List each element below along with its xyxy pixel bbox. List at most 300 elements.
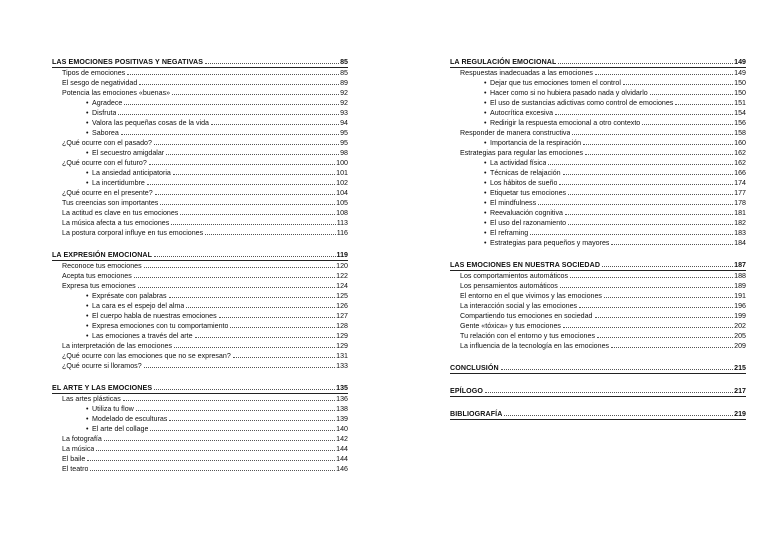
toc-entry-que-ocurre-si-lloramos[interactable] bbox=[52, 361, 348, 371]
toc-page-number: 205 bbox=[734, 332, 746, 340]
bullet-icon: • bbox=[86, 312, 89, 320]
toc-heading-label: LA EXPRESIÓN EMOCIONAL bbox=[52, 251, 153, 259]
dot-leader bbox=[572, 134, 733, 135]
dot-leader bbox=[211, 124, 339, 125]
dot-leader bbox=[558, 63, 733, 64]
bullet-icon: • bbox=[484, 79, 487, 87]
toc-page-number: 142 bbox=[336, 435, 348, 443]
toc-entry-que-ocurre-con-el-pasado[interactable] bbox=[52, 138, 348, 148]
dot-leader bbox=[219, 317, 336, 318]
toc-entry-label: Reconoce tus emociones bbox=[62, 262, 142, 270]
dot-leader bbox=[171, 224, 335, 225]
toc-entry-label: Gente «tóxica» y tus emociones bbox=[460, 322, 561, 330]
dot-leader bbox=[123, 400, 335, 401]
toc-entry-utiliza-tu-flow[interactable] bbox=[52, 404, 348, 414]
dot-leader bbox=[485, 392, 733, 393]
dot-leader bbox=[155, 194, 335, 195]
bullet-icon: • bbox=[484, 159, 487, 167]
toc-entry-label: Disfruta bbox=[92, 109, 117, 117]
toc-section-la-expresion-emocional bbox=[52, 250, 348, 371]
toc-heading-label: LAS EMOCIONES EN NUESTRA SOCIEDAD bbox=[450, 261, 601, 269]
toc-entry-label: La música afecta a tus emociones bbox=[62, 219, 170, 227]
toc-heading-conclusion[interactable] bbox=[450, 363, 746, 373]
toc-page-number: 144 bbox=[336, 455, 348, 463]
dot-leader bbox=[565, 214, 733, 215]
dot-leader bbox=[90, 470, 335, 471]
toc-entry-label: ¿Qué ocurre si lloramos? bbox=[62, 362, 142, 370]
toc-entry-label: Exprésate con palabras bbox=[92, 292, 167, 300]
bullet-icon: • bbox=[86, 179, 89, 187]
toc-entry-el-secuestro-amigdalar[interactable] bbox=[52, 148, 348, 158]
toc-entry-label: Compartiendo tus emociones en sociedad bbox=[460, 312, 593, 320]
toc-heading-la-regulacion-emocional[interactable] bbox=[450, 57, 746, 67]
toc-page-number: 183 bbox=[734, 229, 746, 237]
toc-page-number: 160 bbox=[734, 139, 746, 147]
dot-leader bbox=[96, 450, 335, 451]
toc-entry-las-emociones-a-traves-del-arte[interactable] bbox=[52, 331, 348, 341]
bullet-icon: • bbox=[86, 425, 89, 433]
dot-leader bbox=[650, 94, 733, 95]
toc-page-number: 136 bbox=[336, 395, 348, 403]
heading-underline bbox=[450, 419, 746, 420]
toc-heading-label: EPÍLOGO bbox=[450, 387, 484, 395]
toc-entry-el-mindfulness[interactable] bbox=[450, 198, 746, 208]
toc-entry-label: Responder de manera constructiva bbox=[460, 129, 571, 137]
toc-page-number: 215 bbox=[734, 364, 746, 372]
dot-leader bbox=[230, 327, 335, 328]
toc-page-number: 178 bbox=[734, 199, 746, 207]
toc-entry-el-uso-de-sustancias-adictivas-como-cont[interactable] bbox=[450, 98, 746, 108]
bullet-icon: • bbox=[484, 179, 487, 187]
toc-entry-label: Los pensamientos automáticos bbox=[460, 282, 558, 290]
toc-heading-la-expresion-emocional[interactable] bbox=[52, 250, 348, 260]
toc-entry-importancia-de-la-respiracion[interactable] bbox=[450, 138, 746, 148]
toc-section-epilogo bbox=[450, 386, 746, 397]
bullet-icon: • bbox=[86, 129, 89, 137]
toc-page-number: 177 bbox=[734, 189, 746, 197]
toc-entry-label: Modelado de esculturas bbox=[92, 415, 168, 423]
toc-section-conclusion bbox=[450, 363, 746, 374]
toc-page-number: 108 bbox=[336, 209, 348, 217]
toc-entry-que-ocurre-con-el-futuro[interactable] bbox=[52, 158, 348, 168]
dot-leader bbox=[147, 184, 335, 185]
bullet-icon: • bbox=[484, 139, 487, 147]
toc-entry-el-sesgo-de-negatividad[interactable] bbox=[52, 78, 348, 88]
toc-entry-label: El uso de sustancias adictivas como control de emociones bbox=[490, 99, 674, 107]
toc-page-number: 162 bbox=[734, 159, 746, 167]
toc-entry-label: ¿Qué ocurre con las emociones que no se expresan? bbox=[62, 352, 231, 360]
toc-entry-label: El entorno en el que vivimos y las emociones bbox=[460, 292, 602, 300]
toc-entry-la-actividad-fisica[interactable] bbox=[450, 158, 746, 168]
toc-entry-la-interaccion-social-y-las-emociones[interactable] bbox=[450, 301, 746, 311]
toc-page-number: 100 bbox=[336, 159, 348, 167]
dot-leader bbox=[136, 410, 335, 411]
toc-entry-label: La incertidumbre bbox=[92, 179, 145, 187]
toc-page-number: 122 bbox=[336, 272, 348, 280]
heading-underline bbox=[450, 373, 746, 374]
toc-page-number: 156 bbox=[734, 119, 746, 127]
toc-entry-la-incertidumbre[interactable] bbox=[52, 178, 348, 188]
toc-page-number: 120 bbox=[336, 262, 348, 270]
toc-entry-reconoce-tus-emociones[interactable] bbox=[52, 261, 348, 271]
bullet-icon: • bbox=[484, 109, 487, 117]
toc-page-number: 146 bbox=[336, 465, 348, 473]
bullet-icon: • bbox=[86, 292, 89, 300]
bullet-icon: • bbox=[484, 189, 487, 197]
toc-entry-expresate-con-palabras[interactable] bbox=[52, 291, 348, 301]
dot-leader bbox=[530, 234, 733, 235]
toc-entry-la-influencia-de-la-tecnologia-en-las-em[interactable] bbox=[450, 341, 746, 351]
toc-page-number: 104 bbox=[336, 189, 348, 197]
toc-page-number: 166 bbox=[734, 169, 746, 177]
bullet-icon: • bbox=[484, 119, 487, 127]
toc-page-number: 124 bbox=[336, 282, 348, 290]
toc-entry-tus-creencias-son-importantes[interactable] bbox=[52, 198, 348, 208]
toc-page-number: 105 bbox=[336, 199, 348, 207]
toc-entry-label: ¿Qué ocurre con el pasado? bbox=[62, 139, 152, 147]
dot-leader bbox=[538, 204, 733, 205]
toc-page-number: 95 bbox=[340, 139, 348, 147]
toc-entry-la-fotografia[interactable] bbox=[52, 434, 348, 444]
toc-heading-label: CONCLUSIÓN bbox=[450, 364, 499, 372]
toc-entry-la-ansiedad-anticipatoria[interactable] bbox=[52, 168, 348, 178]
dot-leader bbox=[585, 154, 733, 155]
toc-entry-valora-las-pequenas-cosas-de-la-vida[interactable] bbox=[52, 118, 348, 128]
toc-entry-label: Tus creencias son importantes bbox=[62, 199, 159, 207]
toc-entry-label: El teatro bbox=[62, 465, 89, 473]
toc-page-number: 150 bbox=[734, 79, 746, 87]
toc-entry-respuestas-inadecuadas-a-las-emociones[interactable] bbox=[450, 68, 746, 78]
toc-entry-que-ocurre-con-las-emociones-que-no-se-e[interactable] bbox=[52, 351, 348, 361]
dot-leader bbox=[139, 84, 339, 85]
toc-entry-expresa-emociones-con-tu-comportamiento[interactable] bbox=[52, 321, 348, 331]
toc-page-number: 102 bbox=[336, 179, 348, 187]
dot-leader bbox=[121, 134, 339, 135]
bullet-icon: • bbox=[484, 99, 487, 107]
toc-entry-label: ¿Qué ocurre con el futuro? bbox=[62, 159, 147, 167]
dot-leader bbox=[160, 204, 335, 205]
dot-leader bbox=[195, 337, 336, 338]
toc-entry-saborea[interactable] bbox=[52, 128, 348, 138]
toc-page-number: 139 bbox=[336, 415, 348, 423]
toc-section-el-arte-y-las-emociones bbox=[52, 383, 348, 474]
toc-entry-label: El baile bbox=[62, 455, 86, 463]
toc-page-number: 191 bbox=[734, 292, 746, 300]
toc-entry-tu-relacion-con-el-entorno-y-tus-emocion[interactable] bbox=[450, 331, 746, 341]
toc-page-number: 131 bbox=[336, 352, 348, 360]
toc-page-number: 85 bbox=[340, 69, 348, 77]
toc-page-number: 98 bbox=[340, 149, 348, 157]
toc-page-number: 209 bbox=[734, 342, 746, 350]
bullet-icon: • bbox=[86, 405, 89, 413]
toc-entry-gente-toxica-y-tus-emociones[interactable] bbox=[450, 321, 746, 331]
toc-entry-los-pensamientos-automaticos[interactable] bbox=[450, 281, 746, 291]
dot-leader bbox=[205, 234, 336, 235]
toc-heading-label: EL ARTE Y LAS EMOCIONES bbox=[52, 384, 153, 392]
toc-entry-label: La actitud es clave en tus emociones bbox=[62, 209, 179, 217]
toc-page-number: 129 bbox=[336, 332, 348, 340]
toc-entry-label: Importancia de la respiración bbox=[490, 139, 582, 147]
toc-entry-label: Expresa tus emociones bbox=[62, 282, 136, 290]
toc-entry-agradece[interactable] bbox=[52, 98, 348, 108]
bullet-icon: • bbox=[86, 302, 89, 310]
toc-entry-tecnicas-de-relajacion[interactable] bbox=[450, 168, 746, 178]
toc-entry-label: El secuestro amigdalar bbox=[92, 149, 165, 157]
bullet-icon: • bbox=[86, 169, 89, 177]
dot-leader bbox=[174, 347, 335, 348]
dot-leader bbox=[138, 287, 335, 288]
toc-page-number: 95 bbox=[340, 129, 348, 137]
toc-entry-label: Potencia las emociones «buenas» bbox=[62, 89, 171, 97]
toc-entry-label: La fotografía bbox=[62, 435, 102, 443]
toc-entry-la-cara-es-el-espejo-del-alma[interactable] bbox=[52, 301, 348, 311]
dot-leader bbox=[501, 369, 733, 370]
toc-page-number: 219 bbox=[734, 410, 746, 418]
toc-page-number: 150 bbox=[734, 89, 746, 97]
toc-heading-epilogo[interactable] bbox=[450, 386, 746, 396]
toc-page-number: 85 bbox=[340, 58, 348, 66]
bullet-icon: • bbox=[484, 169, 487, 177]
toc-entry-etiquetar-tus-emociones[interactable] bbox=[450, 188, 746, 198]
dot-leader bbox=[560, 287, 733, 288]
dot-leader bbox=[124, 104, 339, 105]
dot-leader bbox=[87, 460, 335, 461]
bullet-icon: • bbox=[484, 209, 487, 217]
toc-entry-label: Las emociones a través del arte bbox=[92, 332, 193, 340]
dot-leader bbox=[169, 420, 335, 421]
toc-page-number: 149 bbox=[734, 58, 746, 66]
dot-leader bbox=[595, 74, 733, 75]
dot-leader bbox=[127, 74, 339, 75]
toc-page-number: 125 bbox=[336, 292, 348, 300]
toc-entry-hacer-como-si-no-hubiera-pasado-nada-y-o[interactable] bbox=[450, 88, 746, 98]
toc-entry-las-artes-plasticas[interactable] bbox=[52, 394, 348, 404]
toc-page-number: 189 bbox=[734, 282, 746, 290]
toc-section-la-regulacion-emocional bbox=[450, 57, 746, 248]
toc-entry-label: Las artes plásticas bbox=[62, 395, 121, 403]
toc-entry-que-ocurre-en-el-presente[interactable] bbox=[52, 188, 348, 198]
toc-entry-disfruta[interactable] bbox=[52, 108, 348, 118]
toc-entry-label: El cuerpo habla de nuestras emociones bbox=[92, 312, 217, 320]
toc-heading-label: LAS EMOCIONES POSITIVAS Y NEGATIVAS bbox=[52, 58, 204, 66]
bullet-icon: • bbox=[484, 199, 487, 207]
toc-page-number: 144 bbox=[336, 445, 348, 453]
toc-heading-el-arte-y-las-emociones[interactable] bbox=[52, 383, 348, 393]
toc-entry-redirigir-la-respuesta-emocional-a-otro-[interactable] bbox=[450, 118, 746, 128]
dot-leader bbox=[548, 164, 733, 165]
toc-entry-el-uso-del-razonamiento[interactable] bbox=[450, 218, 746, 228]
bullet-icon: • bbox=[86, 332, 89, 340]
dot-leader bbox=[205, 63, 339, 64]
toc-column-left bbox=[52, 57, 348, 486]
dot-leader bbox=[169, 297, 336, 298]
toc-page-number: 149 bbox=[734, 69, 746, 77]
toc-page-number: 162 bbox=[734, 149, 746, 157]
toc-entry-label: Técnicas de relajación bbox=[490, 169, 561, 177]
toc-entry-label: El uso del razonamiento bbox=[490, 219, 567, 227]
toc-entry-la-actitud-es-clave-en-tus-emociones[interactable] bbox=[52, 208, 348, 218]
toc-entry-label: El sesgo de negatividad bbox=[62, 79, 138, 87]
toc-entry-expresa-tus-emociones[interactable] bbox=[52, 281, 348, 291]
dot-leader bbox=[186, 307, 335, 308]
toc-page-number: 92 bbox=[340, 89, 348, 97]
dot-leader bbox=[675, 104, 733, 105]
toc-entry-label: Reevaluación cognitiva bbox=[490, 209, 563, 217]
toc-page-number: 188 bbox=[734, 272, 746, 280]
toc-entry-compartiendo-tus-emociones-en-sociedad[interactable] bbox=[450, 311, 746, 321]
toc-entry-estrategias-para-pequenos-y-mayores[interactable] bbox=[450, 238, 746, 248]
dot-leader bbox=[604, 297, 733, 298]
toc-entry-tipos-de-emociones[interactable] bbox=[52, 68, 348, 78]
dot-leader bbox=[118, 114, 339, 115]
bullet-icon: • bbox=[484, 89, 487, 97]
toc-entry-label: Dejar que tus emociones tomen el control bbox=[490, 79, 621, 87]
toc-entry-la-postura-corporal-influye-en-tus-emoci[interactable] bbox=[52, 228, 348, 238]
toc-page-number: 187 bbox=[734, 261, 746, 269]
toc-entry-label: El arte del collage bbox=[92, 425, 149, 433]
toc-entry-label: La influencia de la tecnología en las emociones bbox=[460, 342, 610, 350]
toc-entry-modelado-de-esculturas[interactable] bbox=[52, 414, 348, 424]
dot-leader bbox=[563, 327, 733, 328]
toc-entry-label: Expresa emociones con tu comportamiento bbox=[92, 322, 229, 330]
dot-leader bbox=[504, 415, 733, 416]
dot-leader bbox=[180, 214, 335, 215]
toc-page-number: 127 bbox=[336, 312, 348, 320]
dot-leader bbox=[233, 357, 335, 358]
dot-leader bbox=[623, 84, 733, 85]
toc-page-number: 217 bbox=[734, 387, 746, 395]
dot-leader bbox=[154, 144, 339, 145]
bullet-icon: • bbox=[86, 415, 89, 423]
toc-entry-label: Estrategias para pequeños y mayores bbox=[490, 239, 610, 247]
toc-entry-el-baile[interactable] bbox=[52, 454, 348, 464]
toc-entry-los-habitos-de-sueno[interactable] bbox=[450, 178, 746, 188]
toc-page-number: 140 bbox=[336, 425, 348, 433]
toc-page-number: 94 bbox=[340, 119, 348, 127]
toc-column-right bbox=[450, 57, 746, 432]
toc-page-number: 199 bbox=[734, 312, 746, 320]
toc-page-number: 89 bbox=[340, 79, 348, 87]
toc-page-number: 202 bbox=[734, 322, 746, 330]
dot-leader bbox=[595, 317, 734, 318]
dot-leader bbox=[144, 367, 336, 368]
toc-entry-label: Utiliza tu flow bbox=[92, 405, 134, 413]
toc-page-number: 181 bbox=[734, 209, 746, 217]
toc-page-number: 113 bbox=[336, 219, 348, 227]
bullet-icon: • bbox=[86, 109, 89, 117]
toc-entry-label: Los comportamientos automáticos bbox=[460, 272, 569, 280]
toc-entry-label: La postura corporal influye en tus emociones bbox=[62, 229, 204, 237]
toc-entry-label: Autocrítica excesiva bbox=[490, 109, 554, 117]
toc-entry-autocritica-excesiva[interactable] bbox=[450, 108, 746, 118]
dot-leader bbox=[154, 256, 335, 257]
bullet-icon: • bbox=[484, 219, 487, 227]
toc-page-number: 182 bbox=[734, 219, 746, 227]
dot-leader bbox=[104, 440, 335, 441]
toc-heading-las-emociones-en-nuestra-sociedad[interactable] bbox=[450, 260, 746, 270]
toc-entry-label: Redirigir la respuesta emocional a otro contexto bbox=[490, 119, 641, 127]
toc-heading-las-emociones-positivas-y-negativas[interactable] bbox=[52, 57, 348, 67]
toc-entry-los-comportamientos-automaticos[interactable] bbox=[450, 271, 746, 281]
toc-entry-el-teatro[interactable] bbox=[52, 464, 348, 474]
toc-entry-responder-de-manera-constructiva[interactable] bbox=[450, 128, 746, 138]
dot-leader bbox=[144, 267, 336, 268]
toc-entry-label: Etiquetar tus emociones bbox=[490, 189, 567, 197]
toc-page-number: 158 bbox=[734, 129, 746, 137]
dot-leader bbox=[166, 154, 339, 155]
toc-page-number: 93 bbox=[340, 109, 348, 117]
dot-leader bbox=[154, 389, 335, 390]
toc-entry-label: La interpretación de las emociones bbox=[62, 342, 173, 350]
dot-leader bbox=[559, 184, 733, 185]
bullet-icon: • bbox=[86, 322, 89, 330]
toc-entry-reevaluacion-cognitiva[interactable] bbox=[450, 208, 746, 218]
toc-entry-acepta-tus-emociones[interactable] bbox=[52, 271, 348, 281]
toc-entry-label: Los hábitos de sueño bbox=[490, 179, 558, 187]
toc-section-las-emociones-positivas-y-negativas bbox=[52, 57, 348, 238]
toc-heading-bibliografia[interactable] bbox=[450, 409, 746, 419]
toc-entry-label: La ansiedad anticipatoria bbox=[92, 169, 171, 177]
toc-entry-label: La actividad física bbox=[490, 159, 547, 167]
bullet-icon: • bbox=[86, 99, 89, 107]
dot-leader bbox=[172, 94, 339, 95]
dot-leader bbox=[583, 144, 733, 145]
dot-leader bbox=[602, 266, 733, 267]
toc-entry-label: Hacer como si no hubiera pasado nada y olvidarlo bbox=[490, 89, 648, 97]
toc-page-number: 135 bbox=[336, 384, 348, 392]
toc-entry-estrategias-para-regular-las-emociones[interactable] bbox=[450, 148, 746, 158]
toc-entry-el-cuerpo-habla-de-nuestras-emociones[interactable] bbox=[52, 311, 348, 321]
toc-entry-dejar-que-tus-emociones-tomen-el-control[interactable] bbox=[450, 78, 746, 88]
toc-section-bibliografia bbox=[450, 409, 746, 420]
bullet-icon: • bbox=[484, 239, 487, 247]
toc-page-number: 92 bbox=[340, 99, 348, 107]
toc-page-number: 138 bbox=[336, 405, 348, 413]
toc-page-number: 151 bbox=[734, 99, 746, 107]
toc-entry-label: Valora las pequeñas cosas de la vida bbox=[92, 119, 209, 127]
toc-entry-potencia-las-emociones-buenas[interactable] bbox=[52, 88, 348, 98]
toc-page-number: 116 bbox=[336, 229, 348, 237]
toc-entry-el-entorno-en-el-que-vivimos-y-las-emoci[interactable] bbox=[450, 291, 746, 301]
toc-entry-label: Estrategias para regular las emociones bbox=[460, 149, 584, 157]
toc-page-number: 154 bbox=[734, 109, 746, 117]
toc-heading-label: BIBLIOGRAFÍA bbox=[450, 410, 503, 418]
dot-leader bbox=[611, 347, 733, 348]
dot-leader bbox=[611, 244, 733, 245]
toc-entry-label: Tu relación con el entorno y tus emociones bbox=[460, 332, 595, 340]
toc-entry-label: La música bbox=[62, 445, 95, 453]
toc-entry-la-interpretacion-de-las-emociones[interactable] bbox=[52, 341, 348, 351]
toc-entry-label: Respuestas inadecuadas a las emociones bbox=[460, 69, 593, 77]
toc-page-number: 174 bbox=[734, 179, 746, 187]
toc-entry-label: La cara es el espejo del alma bbox=[92, 302, 185, 310]
toc-entry-el-arte-del-collage[interactable] bbox=[52, 424, 348, 434]
dot-leader bbox=[642, 124, 733, 125]
dot-leader bbox=[150, 430, 335, 431]
toc-entry-label: La interacción social y las emociones bbox=[460, 302, 578, 310]
toc-entry-la-musica[interactable] bbox=[52, 444, 348, 454]
toc-entry-la-musica-afecta-a-tus-emociones[interactable] bbox=[52, 218, 348, 228]
bullet-icon: • bbox=[86, 149, 89, 157]
dot-leader bbox=[555, 114, 733, 115]
toc-entry-label: Agradece bbox=[92, 99, 123, 107]
toc-section-las-emociones-en-nuestra-sociedad bbox=[450, 260, 746, 351]
dot-leader bbox=[579, 307, 733, 308]
bullet-icon: • bbox=[86, 119, 89, 127]
toc-page-number: 133 bbox=[336, 362, 348, 370]
toc-page-number: 184 bbox=[734, 239, 746, 247]
toc-entry-el-reframing[interactable] bbox=[450, 228, 746, 238]
